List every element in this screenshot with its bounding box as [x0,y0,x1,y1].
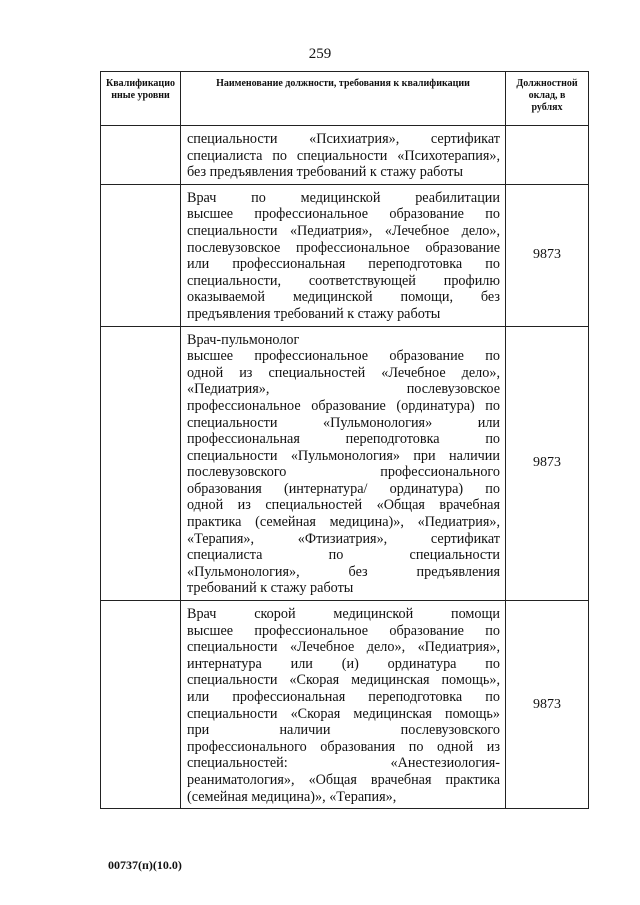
requirement-line: послевузовского профессионального [187,464,500,481]
table-row [101,326,589,601]
requirement-line: «Терапия», «Фтизиатрия», сертификат [187,530,500,547]
header-position-requirements: Наименование должности, требования к квалификации [181,72,506,126]
qualification-level-cell [101,184,181,326]
requirement-line: реаниматология», «Общая врачебная практика [187,771,500,788]
table-header-row [101,72,589,126]
qualification-table [100,71,589,809]
salary-cell: 9873 [506,184,589,326]
requirement-line: оказываемой медицинской помощи, без [187,289,500,306]
requirement-line: специальности «Скорая медицинская помощь», [187,672,500,689]
qualification-level-cell [101,126,181,185]
table-row [101,601,589,809]
requirement-line: специалиста по специальности [187,547,500,564]
requirement-line: «Пульмонология», без предъявления [187,563,500,580]
requirement-line: специалиста по специальности «Психотерапия», [187,147,500,164]
requirement-line: без предъявления требований к стажу работы [187,164,463,181]
position-requirements-cell [181,326,506,601]
requirement-line: специальности, соответствующей профилю [187,272,500,289]
requirement-line: послевузовское профессиональное образование [187,239,500,256]
requirement-line: или профессиональная переподготовка по [187,689,500,705]
requirement-line: специальности «Лечебное дело», «Педиатрия», [187,639,500,656]
table-body [101,126,589,809]
qualification-level-cell [101,601,181,809]
qualification-level-cell [101,326,181,601]
salary-cell: 9873 [506,601,589,809]
header-qualification-levels: Квалификацио нные уровни [101,72,181,126]
requirement-line: специальности «Скорая медицинская помощь» [187,705,500,722]
requirement-line: специальности «Психиатрия», сертификат [187,131,500,147]
position-requirements-cell [181,126,506,185]
page-number: 259 [308,46,332,62]
requirement-line: интернатура или (и) ординатура по [187,655,500,672]
requirement-line: специальности «Пульмонология» или [187,414,500,431]
requirement-line: высшее профессиональное образование по [187,622,500,639]
requirement-line: при наличии послевузовского [187,722,500,739]
requirement-line: Врач-пульмонолог [187,331,300,348]
salary-cell [506,126,589,185]
table-row [101,126,589,185]
table-row [101,184,589,326]
requirement-line: высшее профессиональное образование по [187,206,500,223]
requirement-line: специальностей: «Анестезиология- [187,755,500,772]
requirement-line: профессиональное образование (ординатура) по [187,397,500,414]
position-requirements-cell [181,601,506,809]
requirement-line: «Педиатрия», послевузовское [187,381,500,398]
position-requirements-cell [181,184,506,326]
requirement-line: (семейная медицина)», «Терапия», [187,788,397,805]
requirement-line: профессиональная переподготовка по [187,431,500,448]
requirement-line: специальности «Педиатрия», «Лечебное дело», [187,222,500,239]
header-salary: Должностной оклад, в рублях [506,72,589,126]
requirement-line: или профессиональная переподготовка по [187,256,500,273]
requirement-line: Врач по медицинской реабилитации [187,189,500,206]
requirement-line: Врач скорой медицинской помощи [187,606,500,623]
requirement-line: одной из специальностей «Общая врачебная [187,497,500,514]
requirement-line: специальности «Пульмонология» при наличии [187,447,500,464]
requirement-line: предъявления требований к стажу работы [187,305,441,322]
requirement-line: требований к стажу работы [187,580,354,597]
document-code: 00737(п)(10.0) [108,858,182,872]
requirement-line: профессионального образования по одной из [187,738,500,755]
requirement-line: практика (семейная медицина)», «Педиатрия», [187,514,500,531]
salary-cell: 9873 [506,326,589,601]
requirement-line: одной из специальностей «Лечебное дело», [187,364,500,381]
requirement-line: высшее профессиональное образование по [187,348,500,365]
requirement-line: образования (интернатура/ ординатура) по [187,480,500,497]
